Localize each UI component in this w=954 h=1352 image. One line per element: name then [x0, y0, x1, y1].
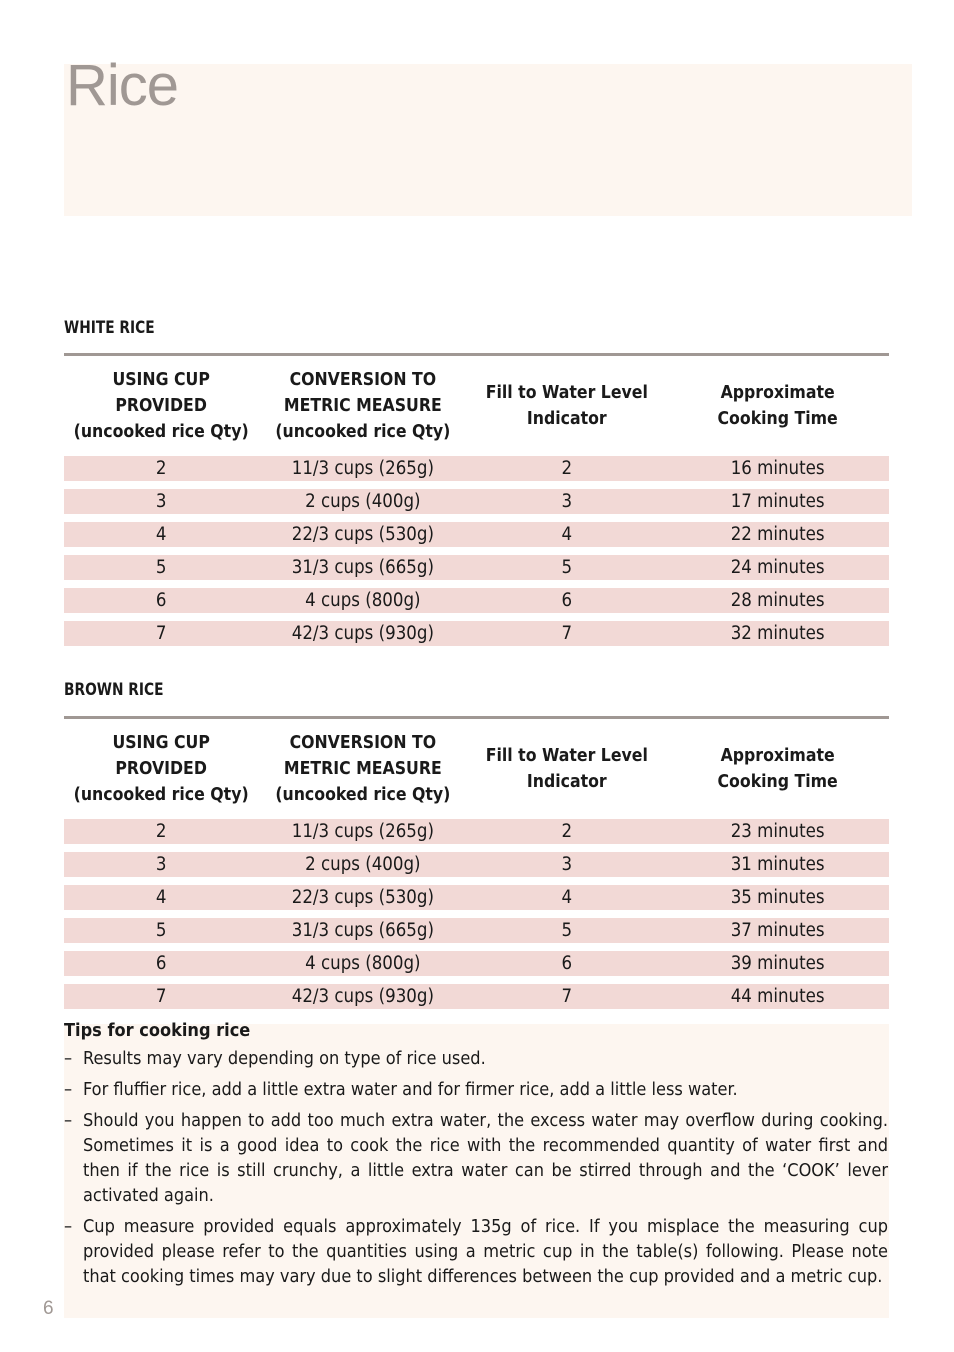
table-row	[64, 951, 889, 976]
water-level-cell: 7	[467, 984, 666, 1009]
water-level-cell: 6	[467, 951, 666, 976]
table-row	[64, 852, 889, 877]
brown-rice-table	[64, 716, 889, 1017]
table-row	[64, 555, 889, 580]
metric-measure-cell: 11/3 cups (265g)	[258, 456, 467, 481]
cup-qty-cell: 5	[64, 918, 258, 943]
page-title: Rice	[66, 53, 179, 118]
bullet-dash: –	[64, 1079, 73, 1100]
white-rice-table	[64, 353, 889, 654]
water-level-cell: 5	[467, 555, 666, 580]
water-level-cell: 3	[467, 489, 666, 514]
col-header-metric-measure: CONVERSION TO METRIC MEASURE (uncooked rice Qty)	[275, 370, 451, 442]
tip-item: – Cup measure provided equals approximately 135g of rice. If you misplace the measuring cup provided please refer to the quantities using a metric cup in the table(s) following. Please note that cooking times may vary due to slight differences between the cup provided and a metric cup.	[64, 1216, 888, 1287]
table-row	[64, 456, 889, 481]
col-header-cup-provided: USING CUP PROVIDED (uncooked rice Qty)	[73, 733, 249, 805]
page-number: 6	[43, 1298, 54, 1319]
table-header-row	[64, 727, 889, 811]
metric-measure-cell: 22/3 cups (530g)	[258, 522, 467, 547]
col-header-cooking-time: Approximate Cooking Time	[717, 383, 838, 429]
cup-qty-cell: 7	[64, 621, 258, 646]
metric-measure-cell: 4 cups (800g)	[258, 588, 467, 613]
table-row	[64, 885, 889, 910]
table-row	[64, 588, 889, 613]
water-level-cell: 4	[467, 885, 666, 910]
table-row	[64, 522, 889, 547]
metric-measure-cell: 2 cups (400g)	[258, 489, 467, 514]
tip-item: – Results may vary depending on type of rice used.	[64, 1048, 486, 1069]
table-row	[64, 918, 889, 943]
brown-rice-rows	[64, 819, 889, 1009]
water-level-cell: 4	[467, 522, 666, 547]
water-level-cell: 2	[467, 819, 666, 844]
table-row	[64, 621, 889, 646]
white-rice-rows	[64, 456, 889, 646]
table-header-row	[64, 364, 889, 448]
metric-measure-cell: 31/3 cups (665g)	[258, 918, 467, 943]
water-level-cell: 2	[467, 456, 666, 481]
cup-qty-cell: 7	[64, 984, 258, 1009]
cup-qty-cell: 6	[64, 588, 258, 613]
metric-measure-cell: 2 cups (400g)	[258, 852, 467, 877]
water-level-cell: 3	[467, 852, 666, 877]
white-rice-heading: WHITE RICE	[64, 318, 155, 338]
title-band	[64, 64, 912, 216]
metric-measure-cell: 22/3 cups (530g)	[258, 885, 467, 910]
cooking-time-cell: 44 minutes	[666, 984, 889, 1009]
cooking-time-cell: 23 minutes	[666, 819, 889, 844]
cooking-time-cell: 31 minutes	[666, 852, 889, 877]
metric-measure-cell: 11/3 cups (265g)	[258, 819, 467, 844]
cooking-time-cell: 17 minutes	[666, 489, 889, 514]
table-row	[64, 819, 889, 844]
metric-measure-cell: 31/3 cups (665g)	[258, 555, 467, 580]
col-header-water-level: Fill to Water Level Indicator	[485, 383, 648, 429]
cooking-time-cell: 37 minutes	[666, 918, 889, 943]
cooking-time-cell: 28 minutes	[666, 588, 889, 613]
cup-qty-cell: 5	[64, 555, 258, 580]
cooking-time-cell: 22 minutes	[666, 522, 889, 547]
tip-item: – For fluffier rice, add a little extra water and for firmer rice, add a little less water.	[64, 1079, 738, 1100]
cup-qty-cell: 4	[64, 522, 258, 547]
cooking-time-cell: 32 minutes	[666, 621, 889, 646]
brown-rice-heading: BROWN RICE	[64, 680, 164, 700]
bullet-dash: –	[64, 1110, 73, 1131]
water-level-cell: 5	[467, 918, 666, 943]
tips-heading: Tips for cooking rice	[64, 1020, 251, 1041]
bullet-dash: –	[64, 1048, 73, 1069]
water-level-cell: 6	[467, 588, 666, 613]
water-level-cell: 7	[467, 621, 666, 646]
bullet-dash: –	[64, 1216, 73, 1237]
metric-measure-cell: 4 cups (800g)	[258, 951, 467, 976]
cooking-time-cell: 39 minutes	[666, 951, 889, 976]
cup-qty-cell: 2	[64, 456, 258, 481]
col-header-cooking-time: Approximate Cooking Time	[717, 746, 838, 792]
cooking-time-cell: 35 minutes	[666, 885, 889, 910]
metric-measure-cell: 42/3 cups (930g)	[258, 621, 467, 646]
metric-measure-cell: 42/3 cups (930g)	[258, 984, 467, 1009]
col-header-cup-provided: USING CUP PROVIDED (uncooked rice Qty)	[73, 370, 249, 442]
cooking-time-cell: 24 minutes	[666, 555, 889, 580]
col-header-metric-measure: CONVERSION TO METRIC MEASURE (uncooked rice Qty)	[275, 733, 451, 805]
cup-qty-cell: 6	[64, 951, 258, 976]
table-row	[64, 489, 889, 514]
table-row	[64, 984, 889, 1009]
cooking-time-cell: 16 minutes	[666, 456, 889, 481]
cup-qty-cell: 2	[64, 819, 258, 844]
tip-item: – Should you happen to add too much extra water, the excess water may overflow during cooking. Sometimes it is a good idea to cook the rice with the recommended quantity of water first and then if the rice is still crunchy, a little extra water can be stirred through and the ‘COOK’ lever activated again.	[64, 1110, 888, 1206]
cup-qty-cell: 3	[64, 852, 258, 877]
tips-list	[64, 1046, 888, 1295]
cup-qty-cell: 3	[64, 489, 258, 514]
cup-qty-cell: 4	[64, 885, 258, 910]
col-header-water-level: Fill to Water Level Indicator	[485, 746, 648, 792]
